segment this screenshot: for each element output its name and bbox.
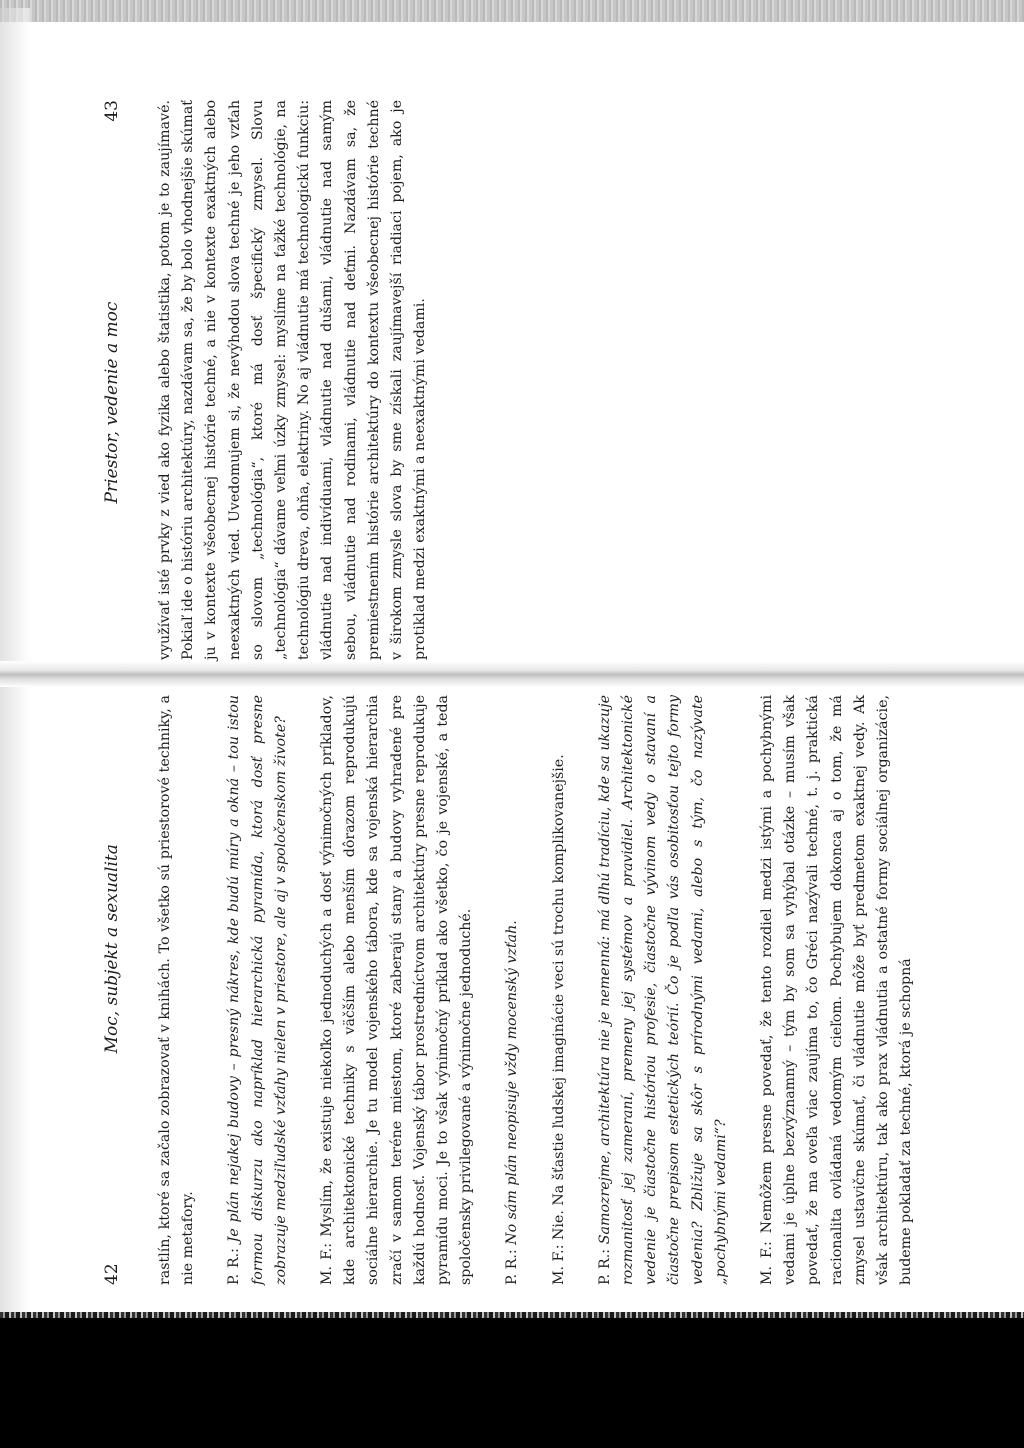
paragraph: P. R.: Je plán nejakej budovy – presný nákres, kde budú múry a okná – tou istou formou diskurzu ako napríklad hierarchická pyramída, ktorá dosť presne zobrazuje medziľudské vzťahy nielen v priestore, ale aj v spoločenskom živote?: [226, 694, 289, 1285]
speaker-label: M. F.:: [550, 1240, 567, 1285]
paragraph: využívať isté prvky z vied ako fyzika alebo štatistika, potom je to zaujímavé. Pokiaľ ide o históriu architektúry, nazdávam sa, že by bolo vhodnejšie skúmať ju v kontexte všeobecnej histórie techné, a nie v kontexte exaktných alebo neexaktných vied. Uvedomujem si, že nevýhodou slova techné je jeho vzťah so slovom „technológia“, ktoré má dosť špecifický zmysel. Slovu „technológia“ dávame veľmi úzky zmysel: myslíme na ťažké technológie, na technológiu dreva, ohňa, elektriny. No aj vládnutie má technologickú funkciu: vládnutie nad indivíduami, vládnutie nad dušami, vládnutie nad samým sebou, vládnutie nad rodinami, vládnutie nad deťmi. Nazdávam sa, že premiestnením histórie architektúry do kontextu všeobecnej histórie techné v širokom zmysle slova by sme získali zaujímavejší riadiaci pojem, ako je protiklad medzi exaktnými a neexaktnými vedami.: [157, 100, 429, 660]
left-page: [100, 695, 980, 1285]
right-page: [100, 100, 980, 660]
right-page-header: [100, 100, 134, 660]
running-title: Moc, subjekt a sexualita: [102, 844, 122, 1054]
paragraph: M. F.: Nie. Na šťastie ľudskej imaginácie veci sú trochu komplikovanejšie.: [550, 754, 567, 1285]
running-title: Priestor, vedenie a moc: [102, 301, 122, 504]
right-page-text: [154, 100, 432, 660]
page-number: 42: [102, 1263, 122, 1285]
left-page-text: [154, 695, 918, 1285]
speaker-label: P. R.:: [596, 1244, 613, 1285]
speaker-label: M. F.:: [319, 1236, 336, 1285]
speaker-label: M. F.:: [759, 1233, 776, 1285]
scan-top-edge: [0, 0, 1024, 22]
paragraph: rastlín, ktoré sa začalo zobrazovať v knihách. To všetko sú priestorové techniky, a nie metafory.: [157, 695, 197, 1285]
paragraph: M. F.: Myslím, že existuje niekoľko jednoduchých a dosť výnimočných príkladov, kde architektonické techniky s väčším alebo menším dôrazom reprodukujú sociálne hierarchie. Je tu model vojenského tábora, kde sa vojenská hierarchia zračí v samom teréne miestom, ktoré zaberajú stany a budovy vyhradené pre každú hodnosť. Vojenský tábor prostredníctvom architektúry presne reprodukuje pyramídu moci. Je to však výnimočný príklad ako všetko, čo je vojenské, a teda spoločensky privilegované a výnimočne jednoduché.: [319, 695, 475, 1285]
paragraph: P. R.: No sám plán neopisuje vždy mocenský vzťah.: [504, 920, 521, 1285]
page-number: 43: [102, 100, 122, 122]
paragraph: M. F.: Nemôžem presne povedať, že tento rozdiel medzi istými a pochybnými vedami je úplne bezvýznamný – tým by som sa vyhýbal otázke – musím však povedať, že ma oveľa viac zaujíma to, čo Gréci nazývali techné, t. j. praktická racionalita ovládaná vedomým cieľom. Pochybujem dokonca aj o tom, že má zmysel ustavične skúmať, či vládnutie môže byť predmetom exaktnej vedy. Ak však architektúru, tak ako prax vládnutia a ostatné formy sociálnej organizácie, budeme pokladať za techné, ktorá je schopná: [759, 695, 915, 1285]
speaker-label: P. R.:: [226, 1242, 243, 1285]
speaker-label: P. R.:: [504, 1244, 521, 1285]
book-spine: [0, 661, 1024, 687]
paragraph: P. R.: Samozrejme, architektúra nie je nemenná: má dlhú tradíciu, kde sa ukazuje rozmanitosť jej zameraní, premeny jej systémov a pravidiel. Architektonické vedenie je čiastočne históriou profesie, čiastočne vývinom vedy o stavaní a čiastočne prepisom estetických teórií. Čo je podľa vás osobitosťou tejto formy vedenia? Zbližuje sa skôr s prírodnými vedami, alebo s tým, čo nazývate „pochybnými vedami“?: [596, 695, 729, 1285]
scan-black-border: [0, 1318, 1024, 1448]
left-page-header: [100, 695, 134, 1285]
